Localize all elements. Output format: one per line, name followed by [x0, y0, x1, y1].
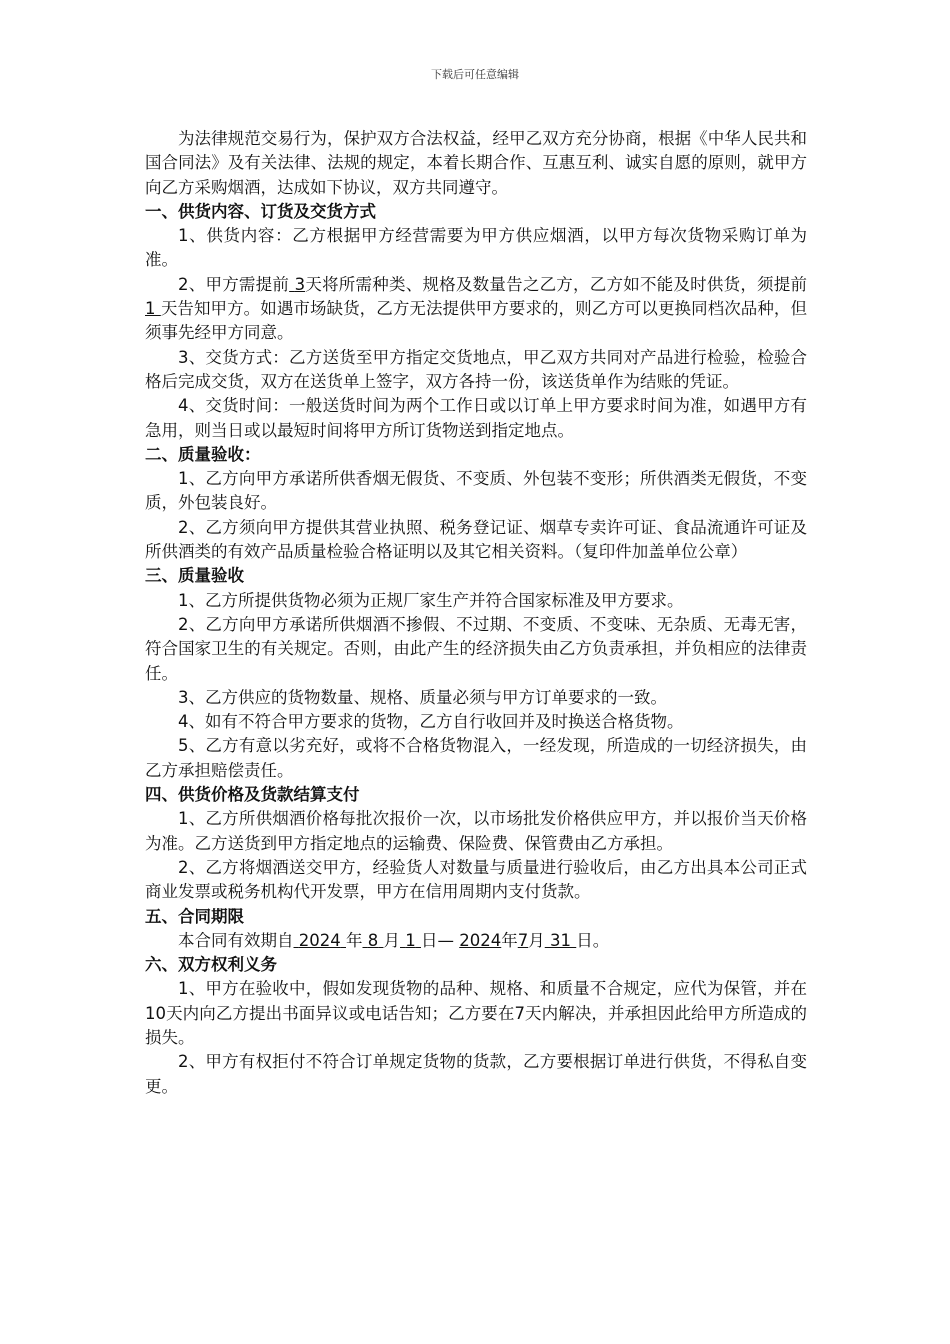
s3-item-5: 5、乙方有意以劣充好，或将不合格货物混入，一经发现，所造成的一切经济损失，由乙方承担赔偿责任。 [145, 736, 807, 780]
s2-item-2: 2、乙方须向甲方提供其营业执照、税务登记证、烟草专卖许可证、食品流通许可证及所供酒类的有效产品质量检验合格证明以及其它相关资料。（复印件加盖单位公章） [145, 517, 807, 562]
s1-item-2: 2、甲方需提前 3天将所需种类、规格及数量告之乙方，乙方如不能及时供货，须提前 1 天告知甲方。如遇市场缺货，乙方无法提供甲方要求的，则乙方可以更换同档次品种，但须事先经甲方同意。 [145, 274, 808, 343]
contract-body [145, 127, 807, 1099]
s2-item-1: 1、乙方向甲方承诺所供香烟无假货、不变质、外包装不变形；所供酒类无假货，不变质，外包装良好。 [145, 469, 807, 513]
section-1-title: 一、供货内容、订货及交货方式 [145, 201, 376, 221]
page-header: 下载后可任意编辑 [431, 68, 519, 81]
s1-item-1: 1、供货内容：乙方根据甲方经营需要为甲方供应烟酒，以甲方每次货物采购订单为准。 [145, 226, 807, 270]
contract-term-line: 本合同有效期自 2024 年 8 月 1 日— 2024年7月 31 日。 [178, 930, 610, 950]
s6-item-1: 1、甲方在验收中，假如发现货物的品种、规格、和质量不合规定，应代为保管，并在10天内向乙方提出书面异议或电话告知；乙方要在7天内解决，并承担因此给甲方所造成的损失。 [145, 979, 807, 1047]
start-year-field: 2024 [298, 930, 341, 950]
start-day-field: 1 [405, 930, 416, 950]
s3-item-3: 3、乙方供应的货物数量、规格、质量必须与甲方订单要求的一致。 [178, 687, 667, 707]
start-month-field: 8 [367, 930, 379, 950]
intro-paragraph: 为法律规范交易行为，保护双方合法权益，经甲乙双方充分协商，根据《中华人民共和国合同法》及有关法律、法规的规定，本着长期合作、互惠互利、诚实自愿的原则，就甲方向乙方采购烟酒，达成如下协议，双方共同遵守。 [145, 129, 807, 197]
end-month-field: 7 [517, 930, 529, 950]
section-3-title: 三、质量验收 [145, 566, 244, 586]
section-4-title: 四、供货价格及货款结算支付 [145, 785, 360, 805]
s3-item-1: 1、乙方所提供货物必须为正规厂家生产并符合国家标准及甲方要求。 [178, 590, 684, 610]
s6-item-2: 2、甲方有权拒付不符合订单规定货物的货款，乙方要根据订单进行供货，不得私自变更。 [145, 1052, 807, 1096]
s1-item-3: 3、交货方式：乙方送货至甲方指定交货地点，甲乙双方共同对产品进行检验，检验合格后完成交货，双方在送货单上签字，双方各持一份，该送货单作为结账的凭证。 [145, 347, 807, 391]
shortage-days-field: 1 [145, 299, 156, 319]
s3-item-2: 2、乙方向甲方承诺所供烟酒不掺假、不过期、不变质、不变味、无杂质、无毒无害，符合国家卫生的有关规定。否则，由此产生的经济损失由乙方负责承担，并负相应的法律责任。 [145, 614, 807, 683]
section-2-title: 二、质量验收： [145, 444, 261, 464]
end-day-field: 31 [550, 930, 571, 950]
section-5-title: 五、合同期限 [145, 906, 244, 926]
end-year-field: 2024 [459, 930, 502, 950]
s4-item-2: 2、乙方将烟酒送交甲方，经验货人对数量与质量进行验收后，由乙方出具本公司正式商业发票或税务机构代开发票，甲方在信用周期内支付货款。 [145, 857, 807, 902]
s3-item-4: 4、如有不符合甲方要求的货物，乙方自行收回并及时换送合格货物。 [178, 712, 684, 732]
s1-item-4: 4、交货时间：一般送货时间为两个工作日或以订单上甲方要求时间为准，如遇甲方有急用，则当日或以最短时间将甲方所订货物送到指定地点。 [145, 396, 807, 440]
section-6-title: 六、双方权利义务 [145, 955, 277, 975]
notice-days-field: 3 [294, 274, 306, 294]
s4-item-1: 1、乙方所供烟酒价格每批次报价一次，以市场批发价格供应甲方，并以报价当天价格为准。乙方送货到甲方指定地点的运输费、保险费、保管费由乙方承担。 [145, 809, 807, 853]
